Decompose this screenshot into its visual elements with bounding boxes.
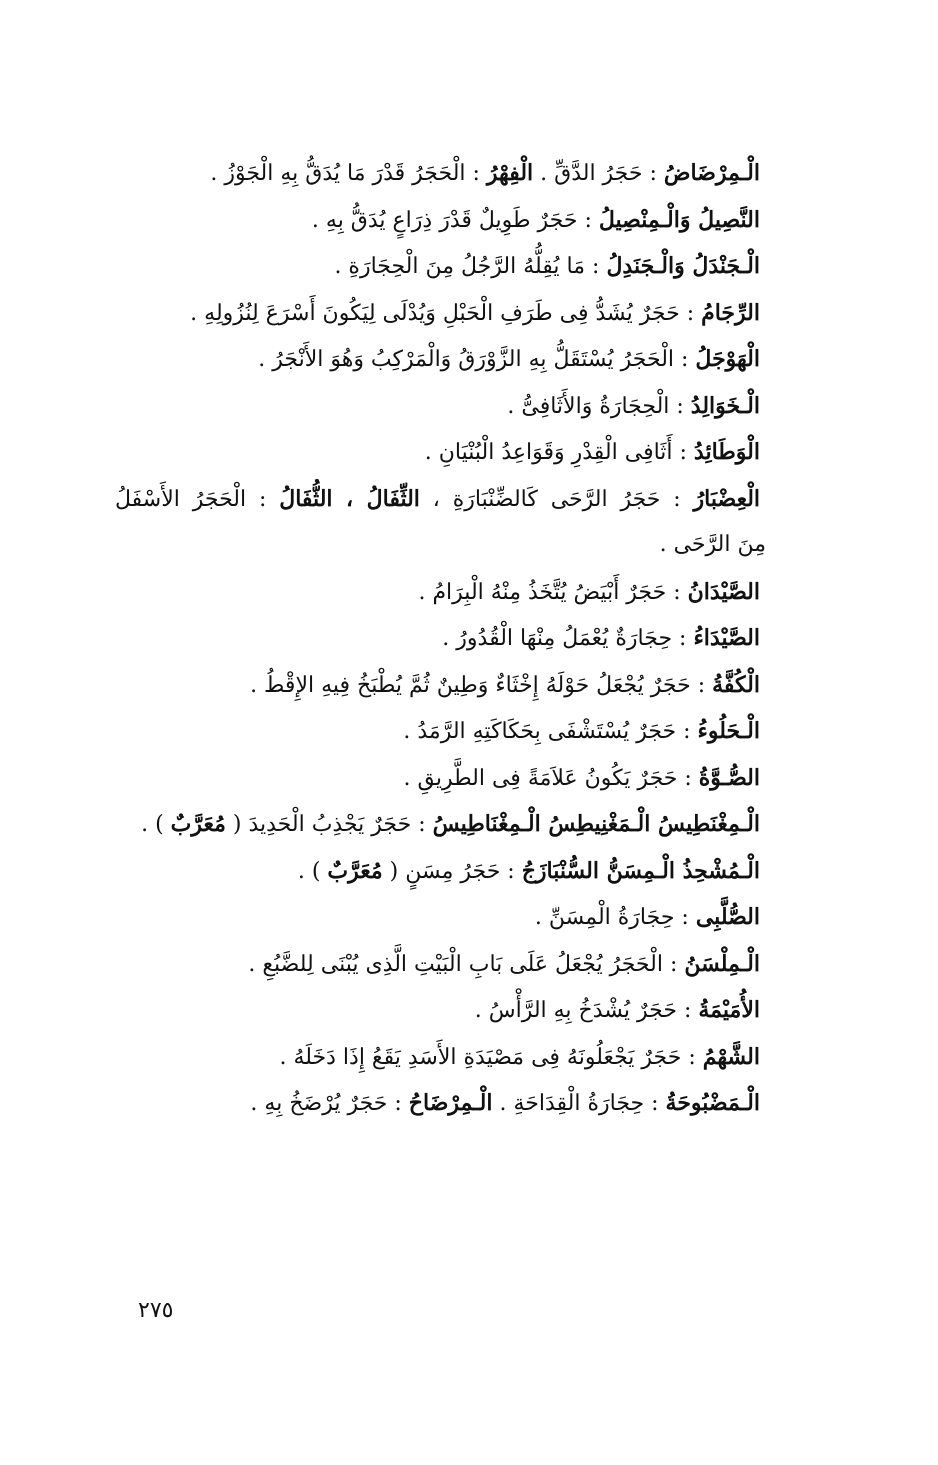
entry-line [115,290,760,337]
entry-definition: : الْحَجَرُ الأَسْفَلُ [115,486,280,512]
entry-term: الصُّـوَّةُ [698,764,760,791]
entry-term: الأُمَيْمَةُ [698,997,760,1023]
entry-definition: : مَا يُقِلُّهُ الرَّجُلُ مِنَ الْحِجَارَةِ . [334,254,607,279]
entry-definition: : حَجَرُ الدَّقِّ . [533,161,664,186]
entry-term: الْهَوْجَلُ [695,346,760,372]
entry-line [115,987,760,1034]
entry-term: الْوَطَائِدُ [693,439,760,465]
entry-line [115,243,760,290]
entry-line [115,476,760,523]
entry-line [115,662,760,709]
glossary-entries [115,150,766,1127]
entry-definition: : حَجَرُ مِسَنٍ ( [382,858,522,884]
entry-term: الْـمِلْسَنُ [684,950,760,977]
entry-definition: : حَجَرٌ يُشَدُّ فِى طَرَفِ الْحَبْلِ وَيُدْلَى لِيَكُونَ أَسْرَعَ لِنُزُولِهِ . [190,300,702,326]
entry-line [115,801,760,848]
entry-definition: مِنَ الرَّحَى . [659,532,766,557]
entry-line [115,150,760,197]
entry-line [115,383,760,430]
entry-definition: : حَجَرٌ يَجْذِبُ الْحَدِيدَ ( [225,812,433,837]
entry-line [115,708,760,755]
entry-definition: : حَجَرٌ يُجْعَلُ حَوْلَهُ إِخْثَاءٌ وَطِينٌ ثُمَّ يُطْبَخُ فِيهِ الإِقْطُ . [250,672,713,698]
entry-line [115,894,760,941]
entry-term: الْفِهْرُ [486,160,534,186]
entry-definition: : حَجَرٌ يُرْضَخُ بِهِ . [250,1091,409,1116]
entry-term: مُعَرَّبٌ [327,857,383,884]
entry-line [115,615,760,662]
entry-term: الْـمِغْنَطِيسُ الْـمَغْنِيطِسُ الْـمِغْنَاطِيسُ [432,811,760,837]
entry-definition: : حِجَارَةُ الْمِسَنِّ . [534,905,696,930]
entry-line [115,197,760,244]
entry-line [115,1034,760,1081]
entry-definition: : حِجَارَةٌ يُعْمَلُ مِنْهَا الْقُدُورُ . [442,626,694,651]
entry-term: الرِّجَامُ [701,299,760,326]
entry-term: الصَّيْدَاءُ [693,625,760,651]
entry-term: الثِّفَالُ ، الثُّفَالُ [279,485,420,512]
entry-term: الْـجَنْدَلُ وَالْـجَنَدِلُ [606,253,760,279]
entry-term: الْكُفَّةُ [712,671,760,698]
entry-line [115,429,760,476]
entry-definition: : حَجَرٌ طَوِيلٌ قَدْرَ ذِرَاعٍ يُدَقُّ بِهِ . [311,207,599,233]
entry-definition: ) . [297,858,328,884]
entry-definition: : حَجَرٌ يُسْتَشْفَى بِحَكَاكَتِهِ الرَّمَدُ . [403,719,698,744]
entry-definition: : حَجَرٌ يَجْعَلُونَهُ فِى مَصْيَدَةِ الأَسَدِ يَقَعُ إِذَا دَخَلَهُ . [279,1044,703,1070]
entry-term: مُعَرَّبٌ [170,811,226,837]
entry-term: الْـخَوَالِدُ [690,392,760,419]
entry-line [115,1080,760,1127]
entry-definition: : حَجَرٌ يُشْدَخُ بِهِ الرَّأْسُ . [474,998,699,1023]
entry-continuation-line [115,522,766,569]
entry-term: الْـمَضْبُوحَةُ [665,1090,760,1116]
entry-line [115,941,760,988]
entry-definition: : حَجَرٌ أَبْيَضُ يُتَّخَذُ مِنْهُ الْبِرَامُ . [418,579,688,605]
entry-definition: : أَثَافِى الْقِدْرِ وَقَوَاعِدُ الْبُنْيَانِ . [424,440,694,465]
entry-definition: : الْحَجَرُ يُجْعَلُ عَلَى بَابِ الْبَيْتِ الَّذِى يُبْنَى لِلضَّبُعِ . [248,951,685,977]
entry-line [115,569,760,616]
entry-definition: : الْحَجَرُ يُسْتَقَلُّ بِهِ الزَّوْرَقُ وَالْمَرْكِبُ وَهُوَ الأَنْجَرُ . [258,347,696,372]
entry-term: الْـمِرْضَاحُ [408,1090,493,1116]
entry-line [115,848,760,895]
entry-line [115,755,760,802]
entry-definition: : حَجَرُ الرَّحَى كَالضِّنْبَارَةِ ، [419,486,694,512]
entry-term: النَّصِيلُ وَالْـمِنْصِيلُ [598,206,760,233]
entry-term: الشَّهْمُ [702,1043,760,1070]
entry-line [115,336,760,383]
entry-definition: : الْحِجَارَةُ وَالأَثَافِىُّ . [507,393,691,419]
entry-term: الْعِضْبَارُ [693,485,761,512]
entry-term: الصَّيْدَانُ [687,578,760,605]
page-number: ٢٧٥ [138,1298,174,1323]
entry-definition: ) . [141,812,171,837]
entry-term: الصُّلَّبِى [695,904,760,930]
entry-term: الْـحَلُوءُ [697,718,760,744]
entry-definition: : الْحَجَرُ قَدْرَ مَا يُدَقُّ بِهِ الْجَوْزُ . [210,161,487,186]
entry-term: الْـمِرْضَاضُ [663,160,760,186]
entry-definition: : حِجَارَةُ الْقِدَاحَةِ . [492,1091,666,1116]
entry-definition: : حَجَرٌ يَكُونُ عَلاَمَةً فِى الطَّرِيقِ . [403,765,699,791]
entry-term: الْـمُشْحِذُ الْـمِسَنُّ السُّنْبَازَجُ [521,857,760,884]
